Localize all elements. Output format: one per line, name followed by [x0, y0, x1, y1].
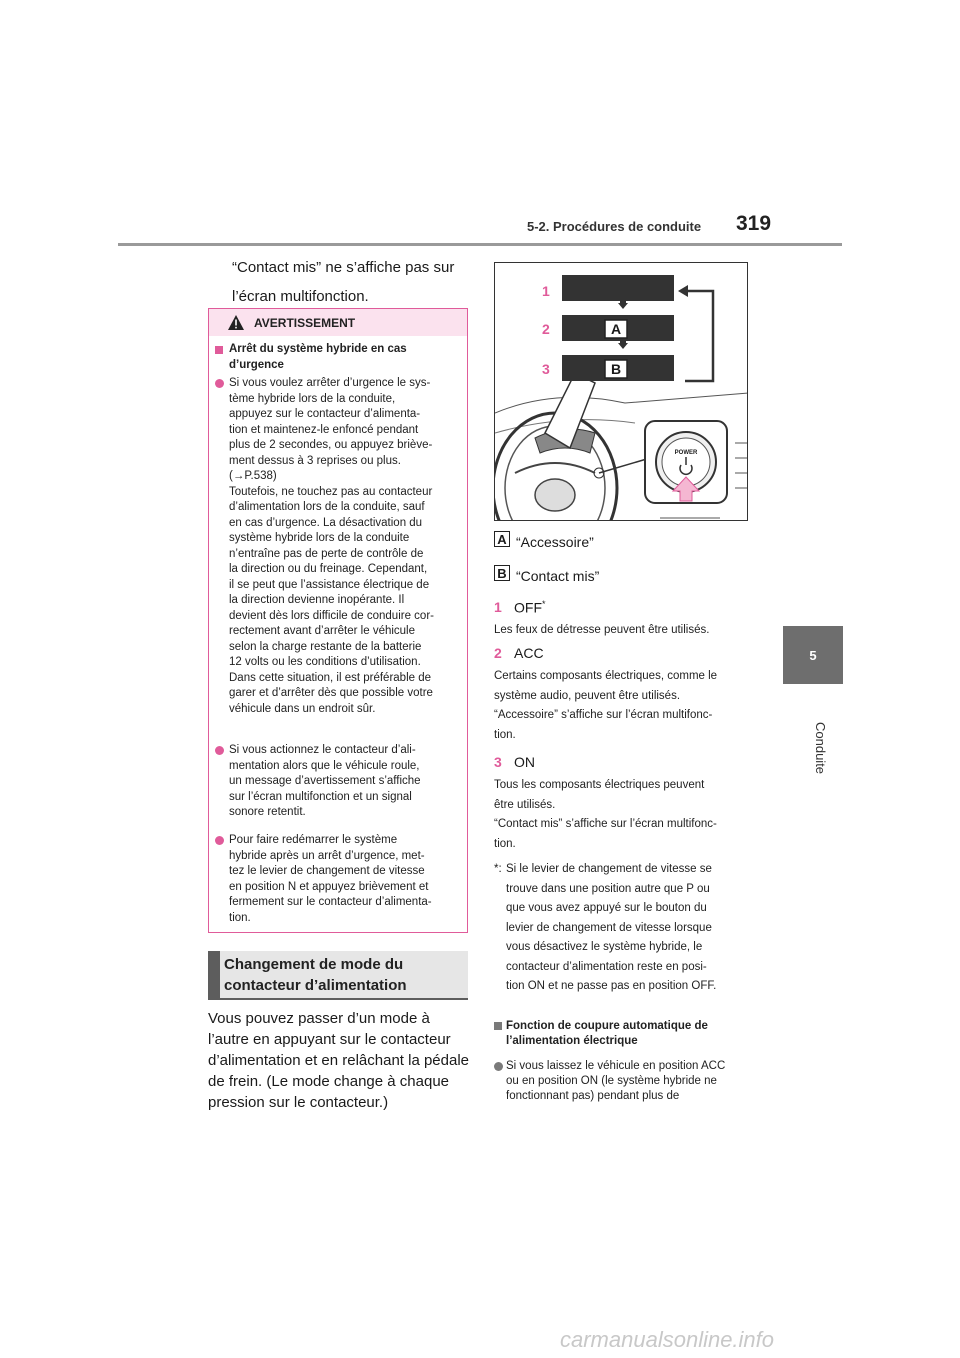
mode-description — [494, 776, 754, 854]
text-line: que vous avez appuyé sur le bouton du — [506, 902, 707, 914]
text-line: tème hybride lors de la conduite, — [229, 392, 396, 405]
power-switch-illustration — [495, 263, 748, 521]
watermark: carmanualsonline.info — [560, 1327, 775, 1352]
body-line: pression sur le contacteur.) — [208, 1094, 389, 1111]
text-line: la direction ou du freinage. Cependant, — [229, 563, 428, 575]
warning-title: AVERTISSEMENT — [254, 316, 356, 330]
legend-text-b: “Contact mis” — [516, 568, 600, 584]
header-divider — [118, 243, 842, 246]
text-line: Si le levier de changement de vitesse se — [506, 863, 712, 875]
warning-heading: Arrêt du système hybride en cas d’urgence — [229, 343, 407, 371]
section-title-line: Changement de mode du — [224, 956, 404, 973]
mode-number: 2 — [494, 645, 502, 661]
warning-triangle-icon — [227, 314, 245, 331]
text-line: tez le levier de changement de vitesse — [229, 865, 425, 877]
auto-off-heading-line: Fonction de coupure automatique de — [506, 1020, 708, 1032]
figure-step-3: 3 — [542, 361, 550, 377]
text-line: Si vous voulez arrêter d’urgence le sys- — [229, 377, 431, 389]
mode-description-line: tion. — [494, 728, 516, 741]
text-line: Pour faire redémarrer le système — [229, 834, 398, 846]
figure-label-a: A — [610, 321, 622, 337]
mode-description: Les feux de détresse peuvent être utilisés. — [494, 624, 710, 636]
mode-description-line: “Accessoire” s’affiche sur l’écran multifonc- — [494, 709, 713, 721]
bullet-dot-icon — [215, 836, 224, 845]
text-line: Dans cette situation, il est préférable de — [229, 671, 432, 684]
text-line: sur l’écran multifonction et un signal — [229, 790, 412, 803]
bullet-dot-icon — [215, 379, 224, 388]
auto-off-bullet — [506, 1059, 756, 1104]
heading-square-icon — [494, 1022, 502, 1030]
warning-bullet-1 — [229, 376, 465, 717]
power-switch-figure — [494, 262, 748, 521]
section-title-box — [208, 951, 468, 998]
text-line: tion ON et ne passe pas en position OFF. — [506, 980, 717, 992]
bullet-dot-icon — [494, 1062, 503, 1071]
text-line: la direction devienne inopérante. Il — [229, 594, 405, 606]
auto-off-bullet-line: fonctionnant pas) pendant plus de — [506, 1090, 680, 1102]
text-line: tion et maintenez-le enfoncé pendant — [229, 423, 419, 436]
text-line: véhicule dans un endroit sûr. — [229, 702, 376, 715]
text-line: garer et d’arrêter dès que possible votre — [229, 687, 433, 699]
text-line: d’alimentation lors de la conduite, sauf — [229, 501, 425, 513]
mode-name: ACC — [514, 645, 544, 661]
warning-header — [209, 309, 467, 336]
text-line: selon la charge restante de la batterie — [229, 640, 422, 653]
auto-off-bullet-line: Si vous laissez le véhicule en position ACC — [506, 1060, 726, 1072]
section-header: 5-2. Procédures de conduite — [527, 219, 702, 234]
mode-description-line: “Contact mis” s’affiche sur l’écran multifonc- — [494, 818, 717, 830]
text-line: un message d’avertissement s’affiche — [229, 775, 421, 787]
text-line: hybride après un arrêt d’urgence, met- — [229, 849, 425, 862]
section-title-underline — [208, 998, 468, 1000]
body-line: d’alimentation et en relâchant la pédale — [208, 1052, 470, 1069]
mode-name-text: OFF — [514, 599, 542, 616]
text-line: ment dessus à 3 reprises ou plus. — [229, 454, 401, 467]
mode-description-line: Tous les composants électriques peuvent — [494, 779, 705, 791]
body-paragraph — [208, 1008, 473, 1113]
mode-description — [494, 667, 754, 745]
text-line: appuyez sur le contacteur d’alimenta- — [229, 408, 421, 420]
mode-description-line: tion. — [494, 837, 516, 850]
section-title-bar — [208, 951, 220, 998]
body-line: de frein. (Le mode change à chaque — [208, 1073, 450, 1090]
text-line: trouve dans une position autre que P ou — [506, 882, 710, 895]
body-line: Vous pouvez passer d’un mode à — [208, 1010, 430, 1027]
auto-off-bullet-line: ou en position ON (le système hybride ne — [506, 1075, 717, 1087]
text-line: levier de changement de vitesse lorsque — [506, 921, 712, 934]
text-line: (→P.538) — [229, 470, 277, 482]
text-line: système hybride lors de la conduite — [229, 532, 410, 544]
text-line: n’entraîne pas de perte de contrôle de — [229, 547, 424, 560]
figure-step-1: 1 — [542, 283, 550, 299]
chapter-tab[interactable] — [783, 626, 843, 684]
auto-off-heading — [506, 1019, 756, 1049]
chapter-label: Conduite — [813, 722, 828, 775]
text-line: plus de 2 secondes, ou appuyez briève- — [229, 439, 433, 451]
chapter-number: 5 — [809, 647, 817, 663]
intro-text: “Contact mis” ne s’affiche pas sur l’écran multifonction. — [232, 259, 455, 305]
power-button-label: POWER — [674, 450, 698, 456]
mode-description-line: système audio, peuvent être utilisés. — [494, 689, 681, 702]
mode-number: 1 — [494, 599, 502, 615]
heading-square-icon — [215, 346, 223, 354]
legend-label-a: A — [494, 531, 510, 547]
text-line: en position N et appuyez brièvement et — [229, 880, 429, 893]
body-line: l’autre en appuyant sur le contacteur — [208, 1031, 451, 1048]
text-line: contacteur d’alimentation reste en posi- — [506, 960, 707, 973]
figure-step-2: 2 — [542, 321, 550, 337]
legend-text-a: “Accessoire” — [516, 534, 594, 550]
text-line: mentation alors que le véhicule roule, — [229, 759, 420, 772]
text-line: 12 volts ou les conditions d’utilisation. — [229, 656, 421, 668]
figure-label-b: B — [610, 361, 622, 377]
text-line: tion. — [229, 911, 251, 924]
legend-label-b: B — [494, 565, 510, 581]
section-title — [224, 954, 464, 996]
footnote-mark: *: — [494, 863, 502, 875]
text-line: il se peut que l’assistance électrique de — [229, 578, 430, 591]
text-line: Si vous actionnez le contacteur d’ali- — [229, 744, 416, 756]
section-title-line: contacteur d’alimentation — [224, 977, 407, 994]
text-line: rectement avant d’arrêter le véhicule — [229, 625, 416, 637]
mode-description-line: être utilisés. — [494, 798, 556, 811]
page-number: 319 — [736, 212, 772, 235]
text-line: fermement sur le contacteur d’alimenta- — [229, 896, 432, 908]
mode-name: ON — [514, 754, 535, 770]
text-line: en cas d’urgence. La désactivation du — [229, 516, 423, 529]
footnote-text — [506, 860, 756, 997]
text-line: vous désactivez le système hybride, le — [506, 941, 703, 953]
bullet-dot-icon — [215, 746, 224, 755]
text-line: sonore retentit. — [229, 806, 306, 818]
footnote-marker: * — [542, 599, 546, 609]
warning-bullet-2 — [229, 743, 465, 821]
mode-description-line: Certains composants électriques, comme le — [494, 670, 718, 682]
mode-number: 3 — [494, 754, 502, 770]
text-line: devient dès lors difficile de conduire cor- — [229, 609, 434, 622]
auto-off-heading-line: l’alimentation électrique — [506, 1035, 638, 1047]
text-line: Toutefois, ne touchez pas au contacteur — [229, 485, 433, 498]
mode-name — [514, 599, 546, 616]
warning-box — [208, 308, 468, 933]
warning-bullet-3 — [229, 833, 465, 926]
